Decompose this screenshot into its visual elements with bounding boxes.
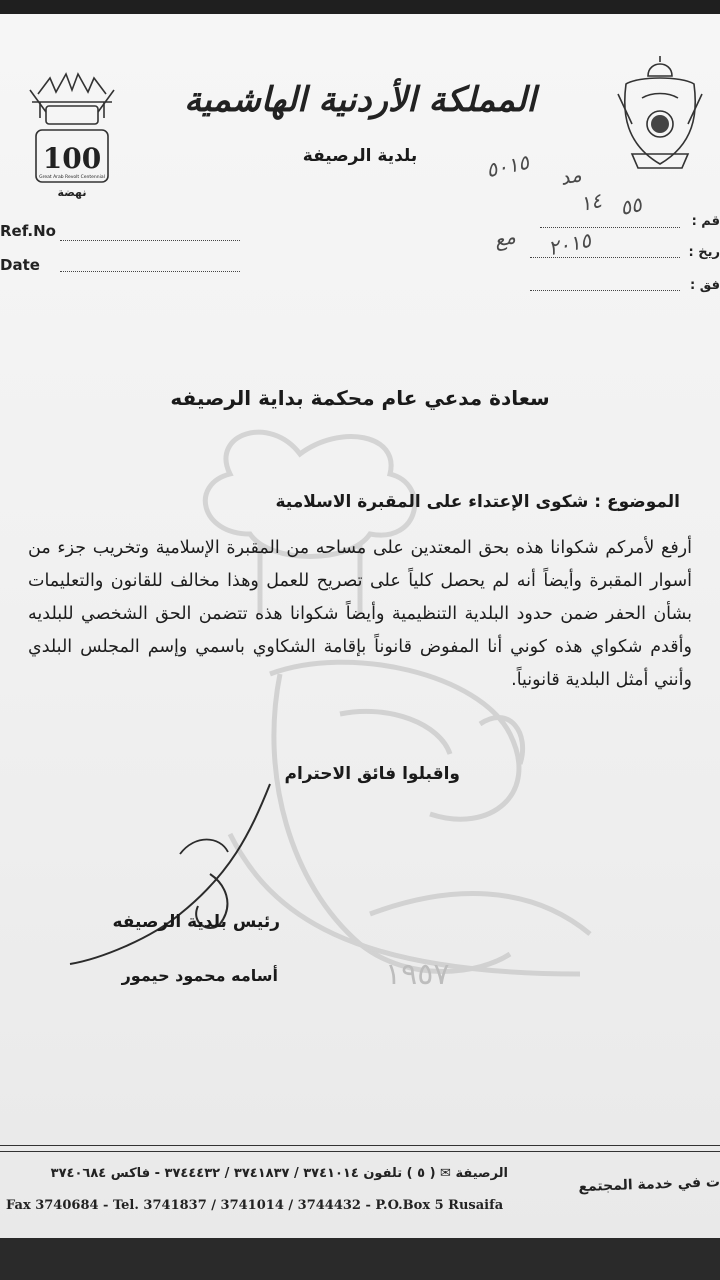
signatory-name: أسامه محمود حيمور: [121, 966, 278, 985]
handwritten-mark-3: ١٤: [577, 188, 604, 216]
letter-page: [0, 14, 720, 1240]
subject-line: الموضوع : شكوى الإعتداء على المقبرة الاسلامية: [275, 492, 680, 512]
handwritten-number: ٥٠١٥: [483, 149, 531, 183]
ref-no-label: Ref.No: [0, 222, 56, 240]
centenary-number: 100: [42, 142, 102, 175]
addressee-line: سعادة مدعي عام محكمة بداية الرصيفه: [170, 386, 550, 410]
footer-english-contact: Fax 3740684 - Tel. 3741837 / 3741014 / 3744432 - P.O.Box 5 Rusaifa: [6, 1198, 504, 1213]
footer-rule-top: [0, 1145, 720, 1146]
kingdom-title: المملكة الأردنية الهاشمية: [184, 80, 536, 120]
date-label: Date: [0, 256, 40, 274]
ar-attach-line: [530, 290, 680, 291]
centenary-emblem-logo: [26, 72, 118, 202]
municipality-name: بلدية الرصيفة: [302, 146, 418, 166]
handwritten-date: ٢٠١٥: [545, 227, 593, 261]
photo-background-edge: [0, 1238, 720, 1280]
coat-of-arms-emblem: [612, 54, 708, 178]
footer-arabic-contact: الرصيفة ✉ ( ٥ ) تلفون ٣٧٤١٠١٤ / ٣٧٤١٨٣٧ / ٣٧٤٤٤٣٢ - فاكس ٣٧٤٠٦٨٤: [50, 1166, 508, 1181]
date-line: [60, 271, 240, 272]
letter-body: أرفع لأمركم شكوانا هذه بحق المعتدين على مساحه من المقبرة الإسلامية وتخريب جزء من أسوار المقبرة وأيضاً أنه لم يحصل كلياً على تصريح للعمل وهذا مخالف للقانون والتعليمات بشأن الحفر ضمن حدود البلدية التنظيمية وأيضاً شكوانا هذه تتضمن الحق الشخصي للبلديه وأقدم شكواي هذه كوني أنا المفوض قانوناً بإقامة الشكاوي باسمي وإسم المجلس البلدي وأنني أمثل البلدية قانونياً.: [28, 538, 692, 690]
ar-date-label: ريخ :: [688, 245, 720, 260]
footer-slogan: ت في خدمة المجتمع: [578, 1174, 720, 1196]
ar-number-line: [540, 227, 680, 228]
handwritten-mark-1: مد: [557, 162, 584, 190]
centenary-arabic: نهضة: [57, 186, 87, 199]
ar-number-label: قم :: [691, 214, 720, 229]
centenary-caption: Great Arab Revolt Centennial: [39, 175, 105, 180]
signatory-title: رئيس بلدية الرصيفه: [112, 912, 280, 932]
signature-scribble: [60, 774, 320, 974]
closing-line: واقبلوا فائق الاحترام: [284, 764, 460, 784]
handwritten-mark-4: مع: [491, 224, 518, 252]
handwritten-mark-2: ٥٥: [617, 192, 644, 220]
ar-attach-label: فق :: [690, 278, 720, 293]
footer-rule-bottom: [0, 1151, 720, 1152]
watermark-year: ١٩٥٧: [385, 957, 450, 992]
ref-no-line: [60, 240, 240, 241]
